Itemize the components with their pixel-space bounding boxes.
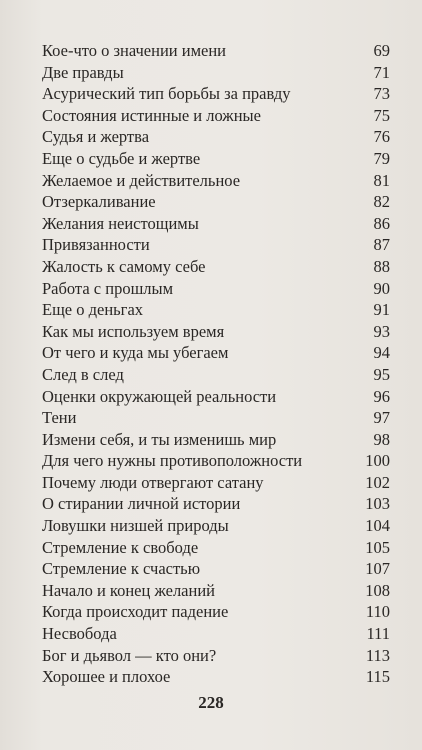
toc-entry xyxy=(42,450,390,472)
toc-entry-page: 81 xyxy=(373,170,390,190)
toc-entry-page: 105 xyxy=(365,537,390,557)
toc-entry xyxy=(42,429,390,451)
toc-entry xyxy=(42,364,390,386)
toc-entry-title: Тени xyxy=(42,408,77,428)
toc-entry xyxy=(42,191,390,213)
toc-entry xyxy=(42,558,390,580)
toc-entry-page: 104 xyxy=(365,516,390,536)
toc-entry-page: 95 xyxy=(373,364,390,384)
toc-entry-page: 97 xyxy=(373,408,390,428)
toc-entry xyxy=(42,601,390,623)
toc-entry-title: Работа с прошлым xyxy=(42,278,174,298)
toc-entry-page: 75 xyxy=(373,105,390,125)
toc-entry-title: Бог и дьявол — кто они? xyxy=(42,645,217,665)
toc-entry-title: Желаемое и действительное xyxy=(42,170,241,190)
toc-entry-page: 88 xyxy=(373,256,390,276)
toc-entry xyxy=(42,666,390,688)
toc-entry xyxy=(42,62,390,84)
toc-entry-page: 96 xyxy=(373,386,390,406)
toc-entry-title: Две правды xyxy=(42,62,124,82)
toc-entry xyxy=(42,407,390,429)
toc-entry-title: Как мы используем время xyxy=(42,321,225,341)
toc-entry-title: Начало и конец желаний xyxy=(42,580,216,600)
toc-entry-title: Ловушки низшей природы xyxy=(42,516,229,536)
toc-entry-title: Судья и жертва xyxy=(42,127,150,147)
toc-entry-page: 93 xyxy=(373,321,390,341)
toc-entry-title: Отзеркаливание xyxy=(42,192,156,212)
toc-entry-page: 76 xyxy=(373,127,390,147)
page-number: 228 xyxy=(198,693,224,712)
toc-entry-title: Кое-что о значении имени xyxy=(42,41,226,60)
toc-entry-page: 111 xyxy=(366,624,390,644)
toc-entry-title: Жалость к самому себе xyxy=(42,256,206,276)
toc-entry-title: Измени себя, и ты изменишь мир xyxy=(42,429,277,449)
table-of-contents xyxy=(42,40,390,688)
toc-entry xyxy=(42,105,390,127)
toc-entry xyxy=(42,40,390,62)
toc-entry xyxy=(42,645,390,667)
toc-entry-title: След в след xyxy=(42,364,124,384)
toc-entry xyxy=(42,278,390,300)
toc-entry xyxy=(42,386,390,408)
toc-entry xyxy=(42,213,390,235)
toc-entry xyxy=(42,126,390,148)
toc-entry-title: Хорошее и плохое xyxy=(42,667,171,687)
toc-entry-page: 82 xyxy=(373,192,390,212)
toc-entry-page: 86 xyxy=(373,213,390,233)
toc-entry-title: Оценки окружающей реальности xyxy=(42,386,277,406)
toc-entry xyxy=(42,256,390,278)
toc-entry-page: 110 xyxy=(365,602,390,622)
toc-entry xyxy=(42,580,390,602)
toc-entry-page: 69 xyxy=(373,41,390,60)
toc-entry-page: 113 xyxy=(365,645,390,665)
toc-entry xyxy=(42,321,390,343)
toc-entry-page: 103 xyxy=(365,494,390,514)
toc-entry xyxy=(42,493,390,515)
toc-entry-title: Еще о судьбе и жертве xyxy=(42,148,201,168)
toc-entry-page: 90 xyxy=(373,278,390,298)
toc-entry-page: 102 xyxy=(365,472,390,492)
toc-entry-page: 91 xyxy=(373,300,390,320)
toc-entry xyxy=(42,170,390,192)
toc-entry xyxy=(42,623,390,645)
toc-entry-page: 98 xyxy=(373,429,390,449)
toc-entry xyxy=(42,342,390,364)
toc-entry xyxy=(42,472,390,494)
toc-entry-title: Несвобода xyxy=(42,624,117,644)
toc-entry-title: Привязанности xyxy=(42,235,150,255)
toc-entry-page: 87 xyxy=(373,235,390,255)
toc-entry-title: Почему люди отвергают сатану xyxy=(42,472,264,492)
toc-entry-title: Стремление к счастью xyxy=(42,559,201,579)
toc-entry xyxy=(42,515,390,537)
toc-entry xyxy=(42,234,390,256)
toc-entry-title: Желания неистощимы xyxy=(42,213,199,233)
toc-entry-title: Для чего нужны противоположности xyxy=(42,451,303,471)
toc-entry-page: 71 xyxy=(373,62,390,82)
toc-entry-page: 100 xyxy=(365,451,390,471)
toc-entry-page: 94 xyxy=(373,343,390,363)
toc-entry-title: О стирании личной истории xyxy=(42,494,241,514)
toc-entry-title: Стремление к свободе xyxy=(42,537,199,557)
toc-entry xyxy=(42,537,390,559)
toc-entry xyxy=(42,299,390,321)
toc-entry-title: Когда происходит падение xyxy=(42,602,229,622)
toc-entry-page: 107 xyxy=(365,559,390,579)
toc-entry-page: 108 xyxy=(365,580,390,600)
toc-entry-page: 115 xyxy=(365,667,390,687)
toc-entry-page: 79 xyxy=(373,148,390,168)
toc-entry-page: 73 xyxy=(373,84,390,104)
toc-entry-title: Асурический тип борьбы за правду xyxy=(42,84,291,104)
toc-entry xyxy=(42,148,390,170)
toc-entry-title: Состояния истинные и ложные xyxy=(42,105,261,125)
toc-entry-title: От чего и куда мы убегаем xyxy=(42,343,229,363)
toc-entry-title: Еще о деньгах xyxy=(42,300,144,320)
toc-entry xyxy=(42,83,390,105)
